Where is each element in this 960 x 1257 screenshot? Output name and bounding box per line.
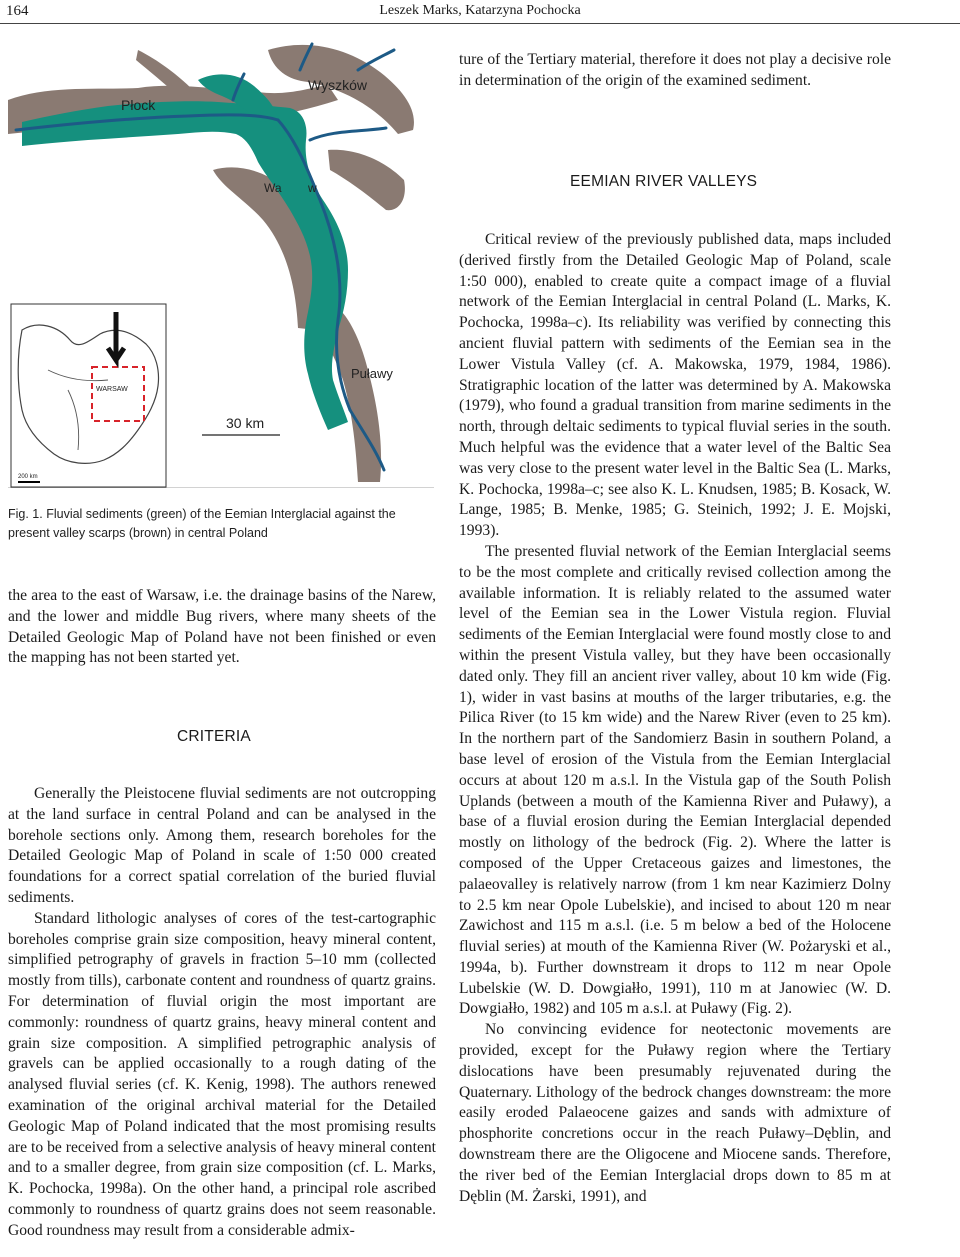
running-head-authors: Leszek Marks, Katarzyna Pochocka [379, 3, 581, 18]
label-wyszkow: Wyszków [308, 77, 367, 93]
label-plock: Płock [121, 97, 156, 113]
heading-criteria: CRITERIA [177, 728, 251, 745]
figure-1-map [8, 30, 434, 488]
criteria-paragraph-1: Generally the Pleistocene fluvial sediments are not outcropping at the land surface in central Poland and can be analysed in the borehole sections only. Among them, research boreholes for the Detailed Geologic Map of Poland in scale of 1:50 000 created foundations for a correct spatial correlation of the buried fluvial sediments. [8, 785, 436, 906]
figure-caption: Fig. 1. Fluvial sediments (green) of the Eemian Interglacial against the present valley scarps (brown) in central Poland [8, 507, 396, 540]
right-body [459, 230, 891, 1207]
page-number: 164 [6, 3, 29, 19]
inset-map [11, 304, 166, 487]
header-rule [0, 23, 960, 24]
label-pulawy: Puławy [351, 366, 393, 381]
eemian-paragraph-2: The presented fluvial network of the Eemian Interglacial seems to be the most complete and critically revised collection among the available information. It is reliably related to the assumed water level of the Eemian sea in the Lower Vistula region. Fluvial sediments of the Eemian Interglacial were found mostly close to and within the present Vistula valley, but they have been occasionally dated only. They fill an ancient river valley, about 10 km wide (Fig. 1), wider in vast basins at mouths of the larger tributaries, e.g. the Pilica River (to 15 km wide) and the Narew River (even to 25 km). In the northern part of the Sandomierz Basin in southern Poland, a base level of erosion of the Vistula from the Eemian Interglacial occurs at about 120 m a.s.l. In the Vistula gap of the South Polish Uplands (between a mouth of the Kamienna River and Puławy), a base of a fluvial erosion during the Eemian Interglacial depended mostly on lithology of the bedrock (Fig. 2). Where the latter is composed of the Upper Cretaceous gaizes and limestones, the palaeovalley is relatively narrow (from 1 km near Kazimierz Dolny to 2.5 km near Opole Lubelskie), and incised to about 120 m near Zawichost and 115 m a.s.l. (i.e. 5 m below a bed of the Holocene fluvial series) at mouth of the Kamienna River (W. Pożaryski et al., 1994a, b). Further downstream it drops to 112 m near Opole Lubelskie (W. D. Dowgiałło, 1991), 110 m at Janowiec (W. D. Dowgiałło, 1982) and 105 m a.s.l. at Puławy (Fig. 2). [459, 542, 891, 1018]
label-warsaw: Wa [264, 181, 282, 195]
running-header [0, 0, 960, 26]
eemian-paragraph-1: Critical review of the previously published data, maps included (derived firstly from the Detailed Geologic Map of Poland, scale 1:50 000), enabled to create quite a compact image of a fluvial network of the Eemian Interglacial in central Poland (L. Marks, K. Pochocka, 1998a–c). Its reliability was verified by connecting this ancient fluvial pattern with sediments of the Eemian sea in the Lower Vistula Valley (cf. A. Makowska, 1979, 1984, 1986). Stratigraphic location of the latter was determined by A. Makowska (1979), who found a gradual transition from marine sediments in the north, through deltaic sediments to typical fluvial series in the south. Much helpful was the evidence that a water level of the Baltic Sea was very close to the present water level in the Baltic Sea (L. Marks, K. Pochocka, 1998a–c; see also K. L. Knudsen, 1985; B. Kosack, W. Lange, 1985; B. Menke, 1985; G. Steinich, 1992; J. E. Mojski, 1993). [459, 231, 891, 540]
scale-label: 30 km [226, 415, 265, 431]
label-warsaw-tail: w [308, 181, 317, 195]
eemian-paragraph-3: No convincing evidence for neotectonic movements are provided, except for the Puławy region where the Tertiary dislocations have been presumably rejuvenated during the Quaternary. Lithology of the bedrock changes downstream: the more easily eroded Palaeocene gaizes and sands with admixture of phosphorite concretions occur in the reach Puławy–Dęblin, and downstream there are the Oligocene and Miocene sands. Therefore, the river bed of the Eemian Interglacial drops down to 85 m at Dęblin (M. Żarski, 1991), and [459, 1021, 891, 1205]
right-intro-paragraph: ture of the Tertiary material, therefore it does not play a decisive role in determination of the origin of the examined sediment. [459, 51, 891, 89]
map-svg [8, 30, 434, 488]
left-intro-paragraph: the area to the east of Warsaw, i.e. the drainage basins of the Narew, and the lower and middle Bug rivers, where many sheets of the Detailed Geologic Map of Poland have not been finished or even the mapping has not been started yet. [8, 587, 436, 667]
heading-eemian-river-valleys: EEMIAN RIVER VALLEYS [570, 173, 758, 190]
inset-scale-label: 200 km [18, 474, 38, 480]
left-body [8, 784, 436, 1242]
inset-label-warsaw: WARSAW [96, 386, 128, 393]
criteria-paragraph-2: Standard lithologic analyses of cores of the test-cartographic boreholes comprise grain size composition, heavy mineral content, simplified petrography of gravels in fraction 5–10 mm (collected mostly from tills), carbonate content and roundness of quartz grains. For determination of fluvial origin the most important are commonly: roundness of quartz grains, heavy mineral content and grain size composition. A simplified petrographic analysis of gravels can be applied occasionally to a rough dating of the analysed fluvial series (cf. K. Kenig, 1998). The authors renewed examination of the original archival material for the Detailed Geologic Map of Poland indicated that the most promising results are to be received from a selective analysis of heavy mineral content and to a smaller degree, from grain size composition (cf. L. Marks, K. Pochocka, 1998a). On the other hand, a principal role ascribed commonly to roundness of quartz grains does not seem reasonable. Good roundness may result from a considerable admix- [8, 909, 436, 1239]
